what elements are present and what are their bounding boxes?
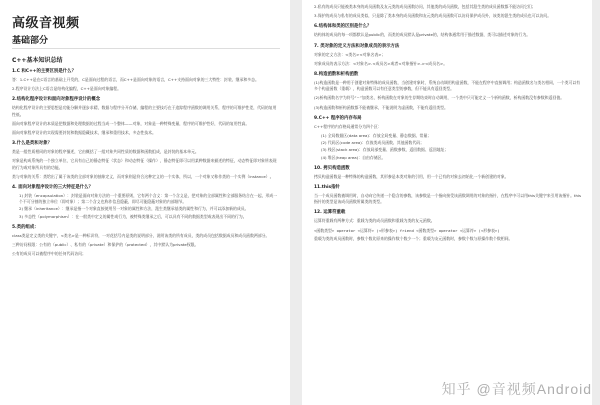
list-item: 3) 多态性（polymorphism）：在一般类中定义的属性或行为，被特殊类继承之后，可以具有不同的数据类型或表现出不同的行为。: [19, 213, 247, 219]
paragraph: 公有的成员可以被程序中的任何代码访问；: [12, 251, 86, 257]
paragraph: class类是定义类的关键字，<类名>是一种标识符，一对花括号内是类的说明部分，说明该类的所有成员，类的成员包括数据成员和成员函数两部分。: [12, 232, 270, 238]
code-line: <函数类型> operator <运算符> (<形参表>) friend <函数类型> operator <运算符> (<形参表>): [314, 227, 500, 233]
question-heading: 7. 类对象的定义方法和对象成员的表示方法: [314, 43, 400, 49]
list-item: 1) 封装（encapsulation）：封装是面向对象方法的一个重要原则，它有两个含义：第一个含义是，把对象的全部属性和全部服务结合在一起，形成一个不可分割的独立单位（即对象）；第二个含义也称作信息隐蔽，即尽可能隐蔽对象的内部细节。: [19, 193, 278, 205]
paragraph: 答：1.C++是在C语言的基础上开发的，C是面向过程的语言，而C++是面向对象的语言，C++支持面向对象的三大特性：封装、继承和多态。: [12, 77, 259, 82]
list-item: (2) 代码区(code area)：存放类成员函数、其他函数代码；: [321, 140, 424, 146]
subsection-heading: C++基本知识总结: [12, 57, 63, 64]
paragraph: 三种访问权限：公有的（public）、私有的（private）和保护的（protected），其中默认为private权限。: [12, 242, 199, 248]
document-page-left: [0, 0, 290, 405]
paragraph: 类是一组性质相同的对象的程序描述，它由概括了一组对象共同性质的数据和函数组成，是封装的基本单元。: [12, 149, 199, 155]
paragraph: 拷贝构造函数是一种特殊的构造函数，其形参是本类对象的引用，用一个已有的对象去初始化一个新创建的对象。: [314, 173, 509, 179]
paragraph: 面向对象程序设计的实现需要封装和数据隐藏技术，继承和重用技术，多态性技术。: [12, 130, 156, 136]
paragraph: C++程序的内存格局通常分为四个区：: [314, 123, 382, 129]
question-heading: 8.构造函数和析构函数: [314, 72, 359, 78]
question-heading: 2.结构化程序设计和面向对象程序设计的概念: [12, 97, 101, 103]
paragraph: 结构体的成员的每一项都默认是public的，而类的成员默认是private的，结构体通常用于描述数据，类可以描述对象的行为。: [314, 32, 531, 38]
question-heading: 12. 运算符重载: [314, 210, 346, 216]
paragraph: 对象的定义方法：<类名><对象名表>；: [314, 51, 386, 57]
question-heading: 11.this指针: [314, 185, 340, 191]
question-heading: 9.C++ 程序的内存布局: [314, 115, 362, 121]
question-heading: 4. 面向对象程序设计的三大特征是什么？: [12, 185, 93, 191]
list-item: 2) 继承（inheritance）：继承是指一个对象直接使用另一对象的属性和方法，派生类继承基类的属性和行为，并可以添加新的成员。: [19, 206, 249, 212]
zhihu-watermark: 知乎 @音视频Android: [441, 381, 592, 397]
paragraph: 对象成员的表示方法：<对象名>.<成员名>或者<对象指针>-><成员名>。: [314, 60, 448, 66]
paragraph: (1)构造函数是一种用于创建对象特殊的成员函数，当创建对象时，系统自动调用构造函数，不能在程序中直接调用；构造函数名与类名相同，一个类可以有多个构造函数（重载），构造函数可以有任意类型的参数，但不能具有返回类型。: [314, 80, 581, 92]
paragraph: 2.程序设计方法上C语言是结构化编程，C++是面向对象编程。: [12, 86, 122, 92]
left-page-body: [12, 69, 280, 257]
question-heading: 5.类的组成：: [12, 224, 39, 230]
document-title: 高级音视频: [12, 16, 80, 31]
list-item: (3) 栈区(stack area)：存放局部变量、函数参数、返回数据、返回地址；: [321, 147, 449, 153]
paragraph: (2)析构函数名字为符号“~”加类名，析构函数在对象的生存期结束时自动调用，一个类中只可能定义一个析构函数，析构函数没有参数和返回值。: [314, 95, 565, 101]
question-heading: 10. 拷贝构造函数: [314, 165, 350, 171]
right-page-body: [314, 4, 582, 242]
document-page-right: [302, 0, 592, 405]
paragraph: 当一个成员函数被调用时，自动向它传递一个隐含的参数，该参数是一个指向接受该函数调用的对象的指针，在程序中可以用this关键字来引用该指针。this指针的类型是该成员函数所属类的类型。: [314, 193, 582, 205]
paragraph: (3)构造函数和析构函数都不能被继承，不能说明为虚函数，不能有返回类型。: [314, 104, 448, 110]
list-item: (1) 全局数据区(data area)：存放全局变量、静态数据、常量；: [321, 133, 432, 139]
paragraph: 3.保护的成员与私有的成员类似，只是除了类本身的成员函数和友元类的成员函数可以访问保护成员外，该类的派生类的成员也可以访问。: [314, 13, 552, 19]
paragraph: 重载为类的成员函数时，参数个数比原来的操作数个数少一个；重载为友元函数时，参数个数与原操作数个数相同。: [314, 235, 513, 241]
paragraph: 面向对象程序设计的本质是把数据和处理数据的过程当成一个整体——对象，对象是一种特殊变量，程序的可维护性好，代码的复用性高。: [12, 120, 250, 126]
question-heading: 6.结构体和类的区别是什么？: [314, 24, 372, 30]
section-heading: 基础部分: [12, 33, 280, 49]
paragraph: 对象是构成系统的一个独立单位，它具有自己的静态特征（状态）和动态特征（操作），静态特征即可以用某种数据来描述的特征，动态特征即对象所表现的行为或对象所具有的功能。: [12, 158, 277, 170]
paragraph: 2.私有的成员只能被类本身的成员函数及友元类的成员函数访问，其他类的成员函数，包括其派生类的成员函数都不能访问它们；: [314, 4, 536, 9]
paragraph: 运算符重载有两种方式：重载为类的成员函数和重载为类的友元函数。: [314, 218, 435, 224]
question-heading: 3.什么是类和对象？: [12, 141, 52, 147]
paragraph: 结构化程序设计的主要思想是功能分解并逐步求精，数据与程序分开存储，编程的主要技巧在于追踪程序函数的调用关系，程序的可维护性差，代码的复用性低。: [12, 105, 277, 117]
question-heading: 1.C 和C++的主要区别是什么？: [12, 69, 76, 74]
list-item: (4) 堆区(heap area)：自由存储区。: [321, 154, 386, 160]
paragraph: 类与对象的关系：类给出了属于该类的全部对象的抽象定义，而对象则是符合这种定义的一个实体，所以，一个对象又称作类的一个实例（instance）。: [12, 173, 274, 179]
